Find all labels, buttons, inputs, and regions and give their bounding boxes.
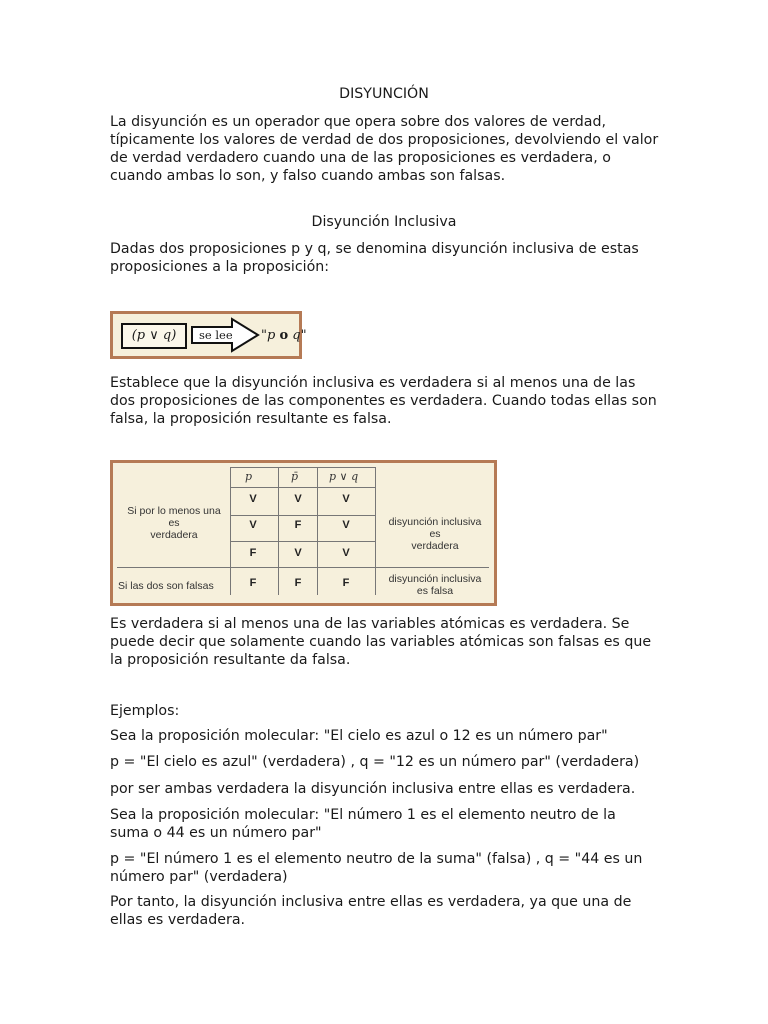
table-cell: V: [294, 547, 302, 559]
quote-close: ": [300, 328, 307, 343]
table-cell: F: [249, 577, 257, 589]
header-p-or-q: p ∨ q: [329, 470, 359, 483]
grid-line: [230, 515, 376, 516]
text-line: falsa, la proposición resultante es falsa.: [110, 411, 392, 427]
definition-paragraph: [110, 240, 670, 276]
reading-p: p: [266, 328, 276, 343]
text-line: disyunción inclusiva: [388, 573, 482, 585]
text-line: puede decir que solamente cuando las variables atómicas son falsas es que: [110, 634, 652, 650]
arrow-label: se lee: [199, 328, 233, 342]
text-line: suma o 44 es un número par": [110, 825, 322, 841]
text-line: Si por lo menos una: [127, 505, 221, 517]
text-line: de verdad verdadero cuando una de las proposiciones es verdadera, o: [110, 150, 611, 166]
text-line: Establece que la disyunción inclusiva es verdadera si al menos una de las: [110, 375, 636, 391]
table-cell: V: [249, 519, 257, 531]
reading-o: o: [279, 328, 289, 343]
example-line: Sea la proposición molecular: "El cielo es azul o 12 es un número par": [110, 728, 608, 744]
section-subtitle: Disyunción Inclusiva: [311, 214, 457, 230]
examples-heading: Ejemplos:: [110, 703, 180, 719]
table-cell: V: [294, 493, 302, 505]
grid-line: [317, 467, 318, 595]
left-label-false: Si las dos son falsas: [118, 580, 214, 592]
text-line: número par" (verdadera): [110, 869, 288, 885]
example2-statement: [110, 806, 670, 842]
text-line: típicamente los valores de verdad de dos proposiciones, devolviendo el valor: [110, 132, 659, 148]
text-line: proposiciones a la proposición:: [110, 259, 330, 275]
text-line: es falsa: [416, 585, 454, 597]
grid-line: [230, 467, 376, 468]
text-line: Dadas dos proposiciones p y q, se denomina disyunción inclusiva de estas: [110, 241, 639, 257]
table-cell: V: [249, 493, 257, 505]
table-cell: F: [342, 577, 350, 589]
table-cell: V: [342, 493, 350, 505]
truth-table-figure: [110, 460, 497, 606]
quote-open: ": [261, 328, 267, 343]
right-label-false: [379, 573, 491, 597]
text-line: Es verdadera si al menos una de las variables atómicas es verdadera. Se: [110, 616, 630, 632]
explanation-paragraph: [110, 374, 670, 428]
table-cell: V: [342, 547, 350, 559]
text-line: Sea la proposición molecular: "El número 1 es el elemento neutro de la: [110, 807, 616, 823]
text-line: es: [168, 517, 180, 529]
left-label-true: [119, 505, 229, 541]
grid-line: [278, 467, 279, 595]
text-line: dos proposiciones de las componentes es verdadera. Cuando todas ellas son: [110, 393, 657, 409]
reading-text: [261, 328, 307, 344]
grid-line: [230, 541, 376, 542]
header-p: p: [245, 470, 253, 483]
conclusion-paragraph: [110, 893, 670, 929]
text-line: verdadera: [411, 540, 459, 552]
table-cell: F: [294, 577, 302, 589]
summary-paragraph: [110, 615, 670, 669]
text-line: verdadera: [150, 529, 198, 541]
right-label-true: [379, 516, 491, 552]
table-cell: F: [249, 547, 257, 559]
text-line: La disyunción es un operador que opera sobre dos valores de verdad,: [110, 114, 606, 130]
grid-line: [230, 487, 376, 488]
text-line: p = "El número 1 es el elemento neutro de la suma" (falsa) , q = "44 es un: [110, 851, 643, 867]
expression-box: (p ∨ q): [121, 323, 187, 349]
intro-paragraph: [110, 113, 670, 185]
page-title: DISYUNCIÓN: [339, 86, 429, 102]
text-line: Por tanto, la disyunción inclusiva entre ellas es verdadera, ya que una de: [110, 894, 632, 910]
table-cell: F: [294, 519, 302, 531]
reading-q: q: [292, 328, 301, 343]
text-line: la proposición resultante da falsa.: [110, 652, 351, 668]
grid-line: [117, 567, 489, 568]
disjunction-notation-figure: [110, 311, 307, 359]
example-line: p = "El cielo es azul" (verdadera) , q = "12 es un número par" (verdadera): [110, 754, 640, 770]
header-p-bar: p̄: [291, 470, 299, 483]
table-cell: V: [342, 519, 350, 531]
text-line: cuando ambas lo son, y falso cuando ambas son falsas.: [110, 168, 506, 184]
text-line: es: [429, 528, 441, 540]
example2-values: [110, 850, 670, 886]
example-line: por ser ambas verdadera la disyunción inclusiva entre ellas es verdadera.: [110, 781, 636, 797]
text-line: disyunción inclusiva: [388, 516, 482, 528]
text-line: ellas es verdadera.: [110, 912, 246, 928]
